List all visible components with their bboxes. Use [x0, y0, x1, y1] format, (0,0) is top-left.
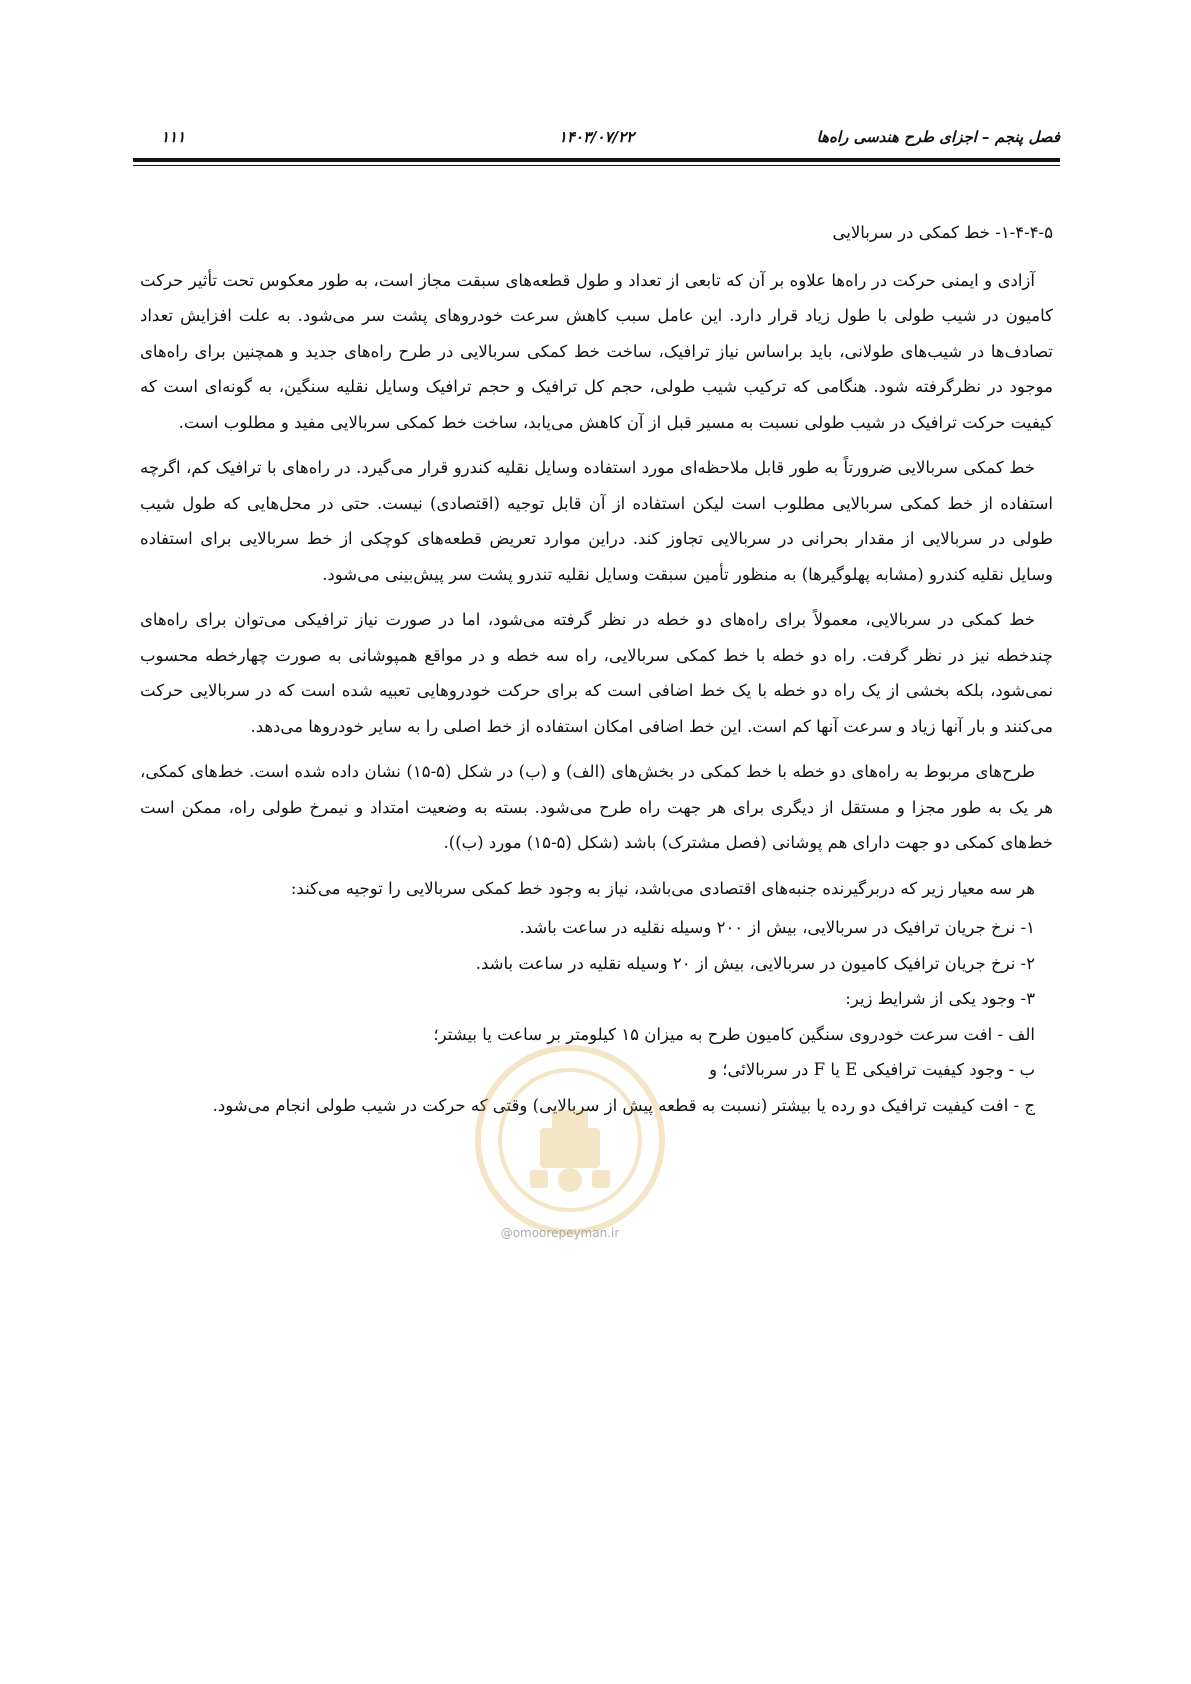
criteria-intro: هر سه معیار زیر که دربرگیرنده جنبه‌های اقتصادی می‌باشد، نیاز به وجود خط کمکی سربالایی را توجیه می‌کند: — [290, 878, 1035, 898]
chapter-title: فصل پنجم – اجزای طرح هندسی راه‌ها — [816, 128, 1060, 146]
paragraph: آزادی و ایمنی حرکت در راه‌ها علاوه بر آن که تابعی از تعداد و طول قطعه‌های سبقت مجاز است، به طور معکوس تحت تأثیر حرکت کامیون در شیب طولی با طول زیاد قرار دارد. این عامل سبب کاهش سرعت خودروهای پشت سر می‌شود. به علت افزایش تعداد تصادف‌ها در شیب‌های طولانی، باید براساس نیاز ترافیک، ساخت خط کمکی سربالایی در طرح راه‌های جدید و همچنین برای راه‌های موجود در نظرگرفته شود. هنگامی که ترکیب شیب طولی، حجم کل ترافیک و حجم ترافیک وسایل نقلیه سنگین، به گونه‌ای است که کیفیت حرکت ترافیک در شیب طولی نسبت به مسیر قبل از آن کاهش می‌یابد، ساخت خط کمکی سربالایی مفید و مطلوب است. — [140, 270, 1053, 432]
paragraph: خط کمکی در سربالایی، معمولاً برای راه‌های دو خطه در نظر گرفته می‌شود، اما در صورت نیاز ترافیکی می‌توان برای راه‌های چندخطه نیز در نظر گرفت. راه دو خطه با خط کمکی سربالایی، راه سه خطه و در مواقع همپوشانی به صورت چهارخطه محسوب نمی‌شود، بلکه بخشی از یک راه دو خطه با یک خط اضافی است که برای حرکت خودروهایی تعبیه شده است که در سربالایی حرکت می‌کنند و بار آنها زیاد و سرعت آنها کم است. این خط اضافی امکان استفاده از خط اصلی را به سایر خودروها می‌دهد. — [140, 610, 1053, 736]
paragraph: طرح‌های مربوط به راه‌های دو خطه با خط کمکی در بخش‌های (الف) و (ب) در شکل (۵-۱۵) نشان داده شده است. خط‌های کمکی، هر یک به طور مجزا و مستقل از دیگری برای هر جهت راه طرح می‌شود. بسته به وضعیت امتداد و نیمرخ طولی راه، ممکن است خط‌های کمکی دو جهت دارای هم پوشانی (فصل مشترک) باشد (شکل (۵-۱۵) مورد (ب)). — [140, 762, 1053, 852]
page-header — [133, 128, 1060, 152]
watermark-text: @omoorepeyman.ir — [500, 1226, 620, 1240]
header-rule-thin — [133, 165, 1060, 166]
criterion-item: ۱- نرخ جریان ترافیک در سربالایی، بیش از ۲۰۰ وسیله نقلیه در ساعت باشد. — [519, 918, 1035, 937]
header-date: ۱۴۰۳/۰۷/۲۲ — [558, 128, 635, 146]
criterion-item: ۳- وجود یکی از شرایط زیر: — [845, 989, 1035, 1008]
header-rule-thick — [133, 158, 1060, 162]
main-content — [140, 215, 1053, 1133]
condition-item: ب - وجود کیفیت ترافیکی E یا F در سربالائی؛ و — [709, 1060, 1035, 1079]
page-number: ۱۱۱ — [161, 128, 186, 146]
condition-item: الف - افت سرعت خودروی سنگین کامیون طرح به میزان ۱۵ کیلومتر بر ساعت یا بیشتر؛ — [433, 1024, 1035, 1044]
paragraph: خط کمکی سربالایی ضرورتاً به طور قابل ملاحظه‌ای مورد استفاده وسایل نقلیه کندرو قرار می‌گیرد. در راه‌های با ترافیک کم، اگرچه استفاده از خط کمکی سربالایی مطلوب است لیکن استفاده از آن قابل توجیه (اقتصادی) نیست. حتی در محل‌هایی که طول شیب طولی در سربالایی از مقدار بحرانی در سربالایی تجاوز کند. دراین موارد تعریض قطعه‌های کوچکی از خط سربالایی برای استفاده وسایل نقلیه کندرو (مشابه پهلوگیرها) به منظور تأمین سبقت وسایل نقلیه تندرو پشت سر پیش‌بینی می‌شود. — [140, 458, 1053, 584]
criterion-item: ۲- نرخ جریان ترافیک کامیون در سربالایی، بیش از ۲۰ وسیله نقلیه در ساعت باشد. — [475, 953, 1035, 973]
condition-item: ج - افت کیفیت ترافیک دو رده یا بیشتر (نسبت به قطعه پیش از سربالایی) وقتی که حرکت در شیب طولی انجام می‌شود. — [212, 1095, 1035, 1115]
section-title: ۱-۴-۴-۵- خط کمکی در سربالایی — [832, 223, 1053, 242]
